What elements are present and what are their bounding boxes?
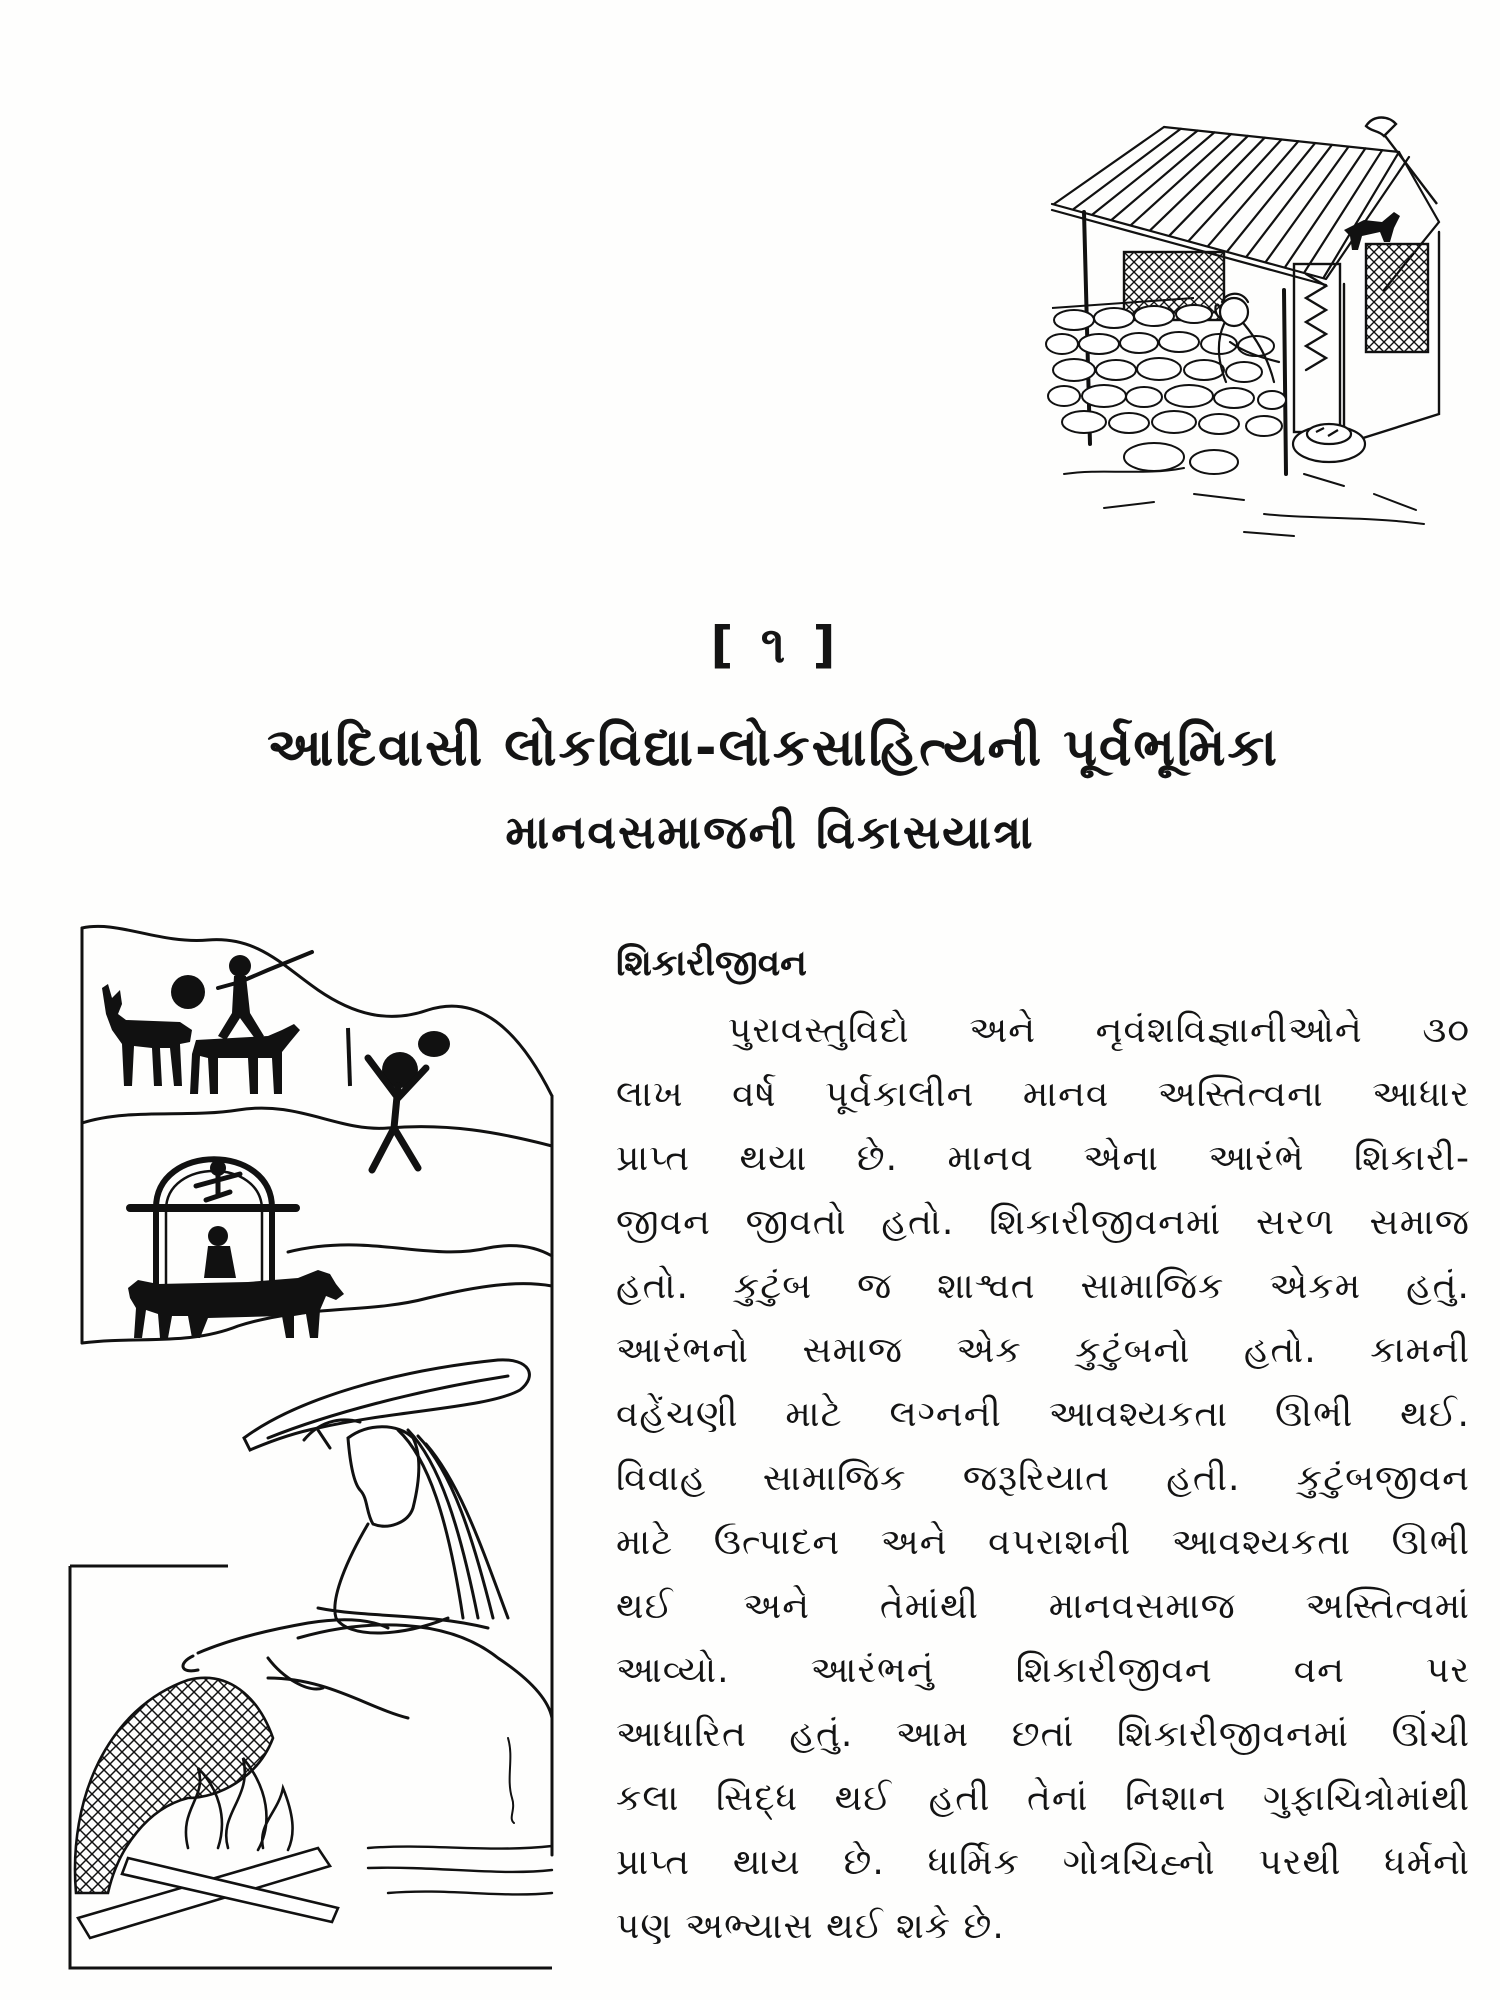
hut-illustration bbox=[1044, 112, 1464, 542]
chapter-subtitle: માનવસમાજની વિકાસયાત્રા bbox=[505, 805, 1035, 859]
paragraph-line: લાખ વર્ષ પૂર્વકાલીન માનવ અસ્તિત્વના આધાર bbox=[616, 1074, 1470, 1115]
river-lines bbox=[368, 1738, 552, 1894]
paragraph-line: આરંભનો સમાજ એક કુટુંબનો હતો. કામની bbox=[616, 1330, 1470, 1371]
paragraph-line: પ્રાપ્ત થાય છે. ધાર્મિક ગોત્રચિહ્નો પરથી ધર્મનો bbox=[616, 1842, 1470, 1883]
paragraph-line: કલા સિદ્ધ થઈ હતી તેનાં નિશાન ગુફાચિત્રોમાંથી bbox=[616, 1778, 1470, 1819]
net-and-fire bbox=[75, 1678, 338, 1938]
chapter-title: આદિવાસી લોકવિદ્યા-લોકસાહિત્યની પૂર્વભૂમિકા bbox=[267, 718, 1279, 778]
paragraph-line: હતો. કુટુંબ જ શાશ્વત સામાજિક એકમ હતું. bbox=[616, 1266, 1470, 1307]
bread-basket bbox=[1293, 424, 1365, 462]
section-heading: શિકારીજીવન bbox=[616, 943, 807, 984]
paragraph-line: જીવન જીવતો હતો. શિકારીજીવનમાં સરળ સમાજ bbox=[616, 1202, 1470, 1243]
paragraph-line: આવ્યો. આરંભનું શિકારીજીવન વન પર bbox=[616, 1650, 1470, 1691]
paragraph-line: આધારિત હતું. આમ છતાં શિકારીજીવનમાં ઊંચી bbox=[616, 1714, 1470, 1755]
cave-shield-warrior bbox=[348, 1028, 450, 1170]
cave-horse bbox=[190, 1024, 300, 1094]
paragraph-line: વિવાહ સામાજિક જરૂરિયાત હતી. કુટુંબજીવન bbox=[616, 1458, 1470, 1499]
paragraph-line: પુરાવસ્તુવિદો અને નૃવંશવિજ્ઞાનીઓને ૩૦ bbox=[728, 1010, 1470, 1051]
hunting-life-illustration bbox=[68, 918, 563, 1973]
chapter-number: [ ૧ ] bbox=[710, 616, 836, 674]
paragraph bbox=[616, 999, 1470, 1959]
paragraph-line: થઈ અને તેમાંથી માનવસમાજ અસ્તિત્વમાં bbox=[616, 1586, 1470, 1627]
paragraph-line: માટે ઉત્પાદન અને વપરાશની આવશ્યકતા ઊભી bbox=[616, 1522, 1470, 1563]
paragraph-line: પણ અભ્યાસ થઈ શકે છે. bbox=[616, 1906, 1005, 1947]
ground-strokes bbox=[1064, 468, 1424, 536]
cave-arch-figure bbox=[130, 1159, 296, 1290]
paragraph-line: વહેંચણી માટે લગ્નની આવશ્યકતા ઊભી થઈ. bbox=[616, 1394, 1470, 1435]
paragraph-line: પ્રાપ્ત થયા છે. માનવ એના આરંભે શિકારી- bbox=[616, 1138, 1470, 1179]
stone-wall bbox=[1046, 298, 1286, 474]
man-with-club bbox=[244, 1360, 529, 1633]
